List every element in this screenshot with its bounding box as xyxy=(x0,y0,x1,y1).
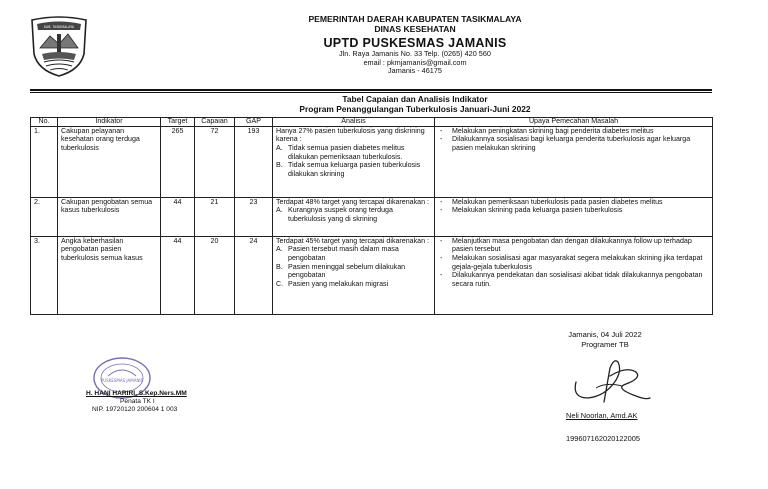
signer-name: Neli Noorlan, Amd.AK xyxy=(566,411,638,420)
indicator-table xyxy=(30,117,713,315)
email: email : pkmjamanis@gmail.com xyxy=(363,57,467,67)
analysis-item: A. Kurangnya suspek orang terduga tuberkulosis yang di skrining xyxy=(276,206,393,224)
analysis-item: A. Pasien tersebut masih dalam masa pengobatan xyxy=(276,245,399,263)
header-gap: GAP xyxy=(235,118,273,127)
analysis-item: B. Pasien meninggal sebelum dilakukan pengobatan xyxy=(276,262,406,280)
achievement-value: 21 xyxy=(195,197,235,236)
signature-block-right xyxy=(540,330,670,350)
analysis-item: B. Tidak semua keluarga pasien tuberkulosis dilakukan skrining xyxy=(276,161,421,178)
head-name: H. HANI HARIRI, S.Kep.Ners.MM xyxy=(86,390,187,397)
solution-item: - Melakukan skrining pada keluarga pasien tuberkulosis xyxy=(440,206,623,215)
place-date: Jamanis, 04 Juli 2022 xyxy=(568,330,642,339)
document-subtitle: Program Penanggulangan Tuberkulosis Januari-Juni 2022 xyxy=(299,103,531,114)
target-value: 265 xyxy=(161,126,195,197)
regency-logo xyxy=(28,14,90,78)
gap-value: 193 xyxy=(235,126,273,197)
head-nip: NIP. 19720120 200604 1 003 xyxy=(92,406,178,413)
department-name: DINAS KESEHATAN xyxy=(374,23,456,34)
table-row xyxy=(31,126,713,197)
postal-code: Jamanis - 46175 xyxy=(388,65,442,75)
header-indikator: Indikator xyxy=(58,118,161,127)
solution-item: - Dilakukannya sosialisasi bagi keluarga penderita tuberkulosis agar keluarga pasien melakukan skrining xyxy=(440,135,691,153)
header-no: No. xyxy=(31,118,58,127)
analysis-cell xyxy=(273,236,435,314)
analysis-intro: Hanya 27% pasien tuberkulosis yang diskrining karena : xyxy=(276,126,425,144)
achievement-value: 20 xyxy=(195,236,235,314)
solution-item: - Melanjutkan masa pengobatan dan dengan dilakukannya follow up terhadap pasien tersebut xyxy=(440,236,692,254)
table-row xyxy=(31,236,713,314)
row-number: 3. xyxy=(31,236,58,314)
head-rank: Penata TK I xyxy=(120,398,155,405)
indicator-name: Cakupan pengobatan semua kasus tuberkulosis xyxy=(58,197,161,236)
logo-text: KAB. TASIKMALAYA xyxy=(44,25,74,29)
header-target: Target xyxy=(161,118,195,127)
solution-cell xyxy=(435,126,713,197)
solution-cell xyxy=(435,197,713,236)
handwritten-signature xyxy=(566,352,652,410)
solution-item: - Dilakukannya pendekatan dan sosialisasi akibat tidak dilakukannya pengobatan secara rutin. xyxy=(440,271,703,288)
institution-name: UPTD PUSKESMAS JAMANIS xyxy=(323,35,507,50)
signer-role: Programer TB xyxy=(581,339,629,349)
analysis-intro: Terdapat 48% target yang tercapai dikarenakan : xyxy=(276,197,430,206)
solution-item: - Melakukan peningkatan skrining bagi penderita diabetes melitus xyxy=(440,126,654,135)
document-titles xyxy=(150,95,680,114)
target-value: 44 xyxy=(161,236,195,314)
solution-item: - Melakukan pemeriksaan tuberkulosis pada pasien diabetes melitus xyxy=(440,197,663,206)
table-header-row xyxy=(31,118,713,127)
row-number: 2. xyxy=(31,197,58,236)
analysis-item: C. Pasien yang melakukan migrasi xyxy=(276,280,389,288)
letterhead xyxy=(150,15,680,75)
gap-value: 23 xyxy=(235,197,273,236)
document-title: Tabel Capaian dan Analisis Indikator xyxy=(342,94,488,104)
svg-text:PUSKESMAS JAMANIS: PUSKESMAS JAMANIS xyxy=(100,378,144,383)
target-value: 44 xyxy=(161,197,195,236)
gap-value: 24 xyxy=(235,236,273,314)
signer-nip: 199607162020122005 xyxy=(566,434,640,443)
government-name: PEMERINTAH DAERAH KABUPATEN TASIKMALAYA xyxy=(308,14,522,24)
indicator-name: Angka keberhasilan pengobatan pasien tuberkulosis semua kasus xyxy=(58,236,161,314)
header-capaian: Capaian xyxy=(195,118,235,127)
analysis-cell xyxy=(273,197,435,236)
analysis-intro: Terdapat 45% target yang tercapai dikarenakan : xyxy=(276,236,430,245)
header-analisis: Analisis xyxy=(273,118,435,127)
analysis-cell xyxy=(273,126,435,197)
letterhead-rule-thin xyxy=(30,92,712,93)
analysis-item: A. Tidak semua pasien diabetes melitus dilakukan pemeriksaan tuberkulosis. xyxy=(276,144,405,161)
achievement-value: 72 xyxy=(195,126,235,197)
solution-cell xyxy=(435,236,713,314)
header-upaya: Upaya Pemecahan Masalah xyxy=(435,118,713,127)
letterhead-rule-thick xyxy=(30,89,712,91)
row-number: 1. xyxy=(31,126,58,197)
indicator-name: Cakupan pelayanan kesehatan orang terduga tuberkulosis xyxy=(58,126,161,197)
address: Jln. Raya Jamanis No. 33 Telp. (0265) 420 560 xyxy=(339,49,491,59)
table-row xyxy=(31,197,713,236)
solution-item: - Melakukan sosialisasi agar masyarakat segera melakukan skrining jika terdapat gejala-gejala tuberkulosis xyxy=(440,254,703,271)
